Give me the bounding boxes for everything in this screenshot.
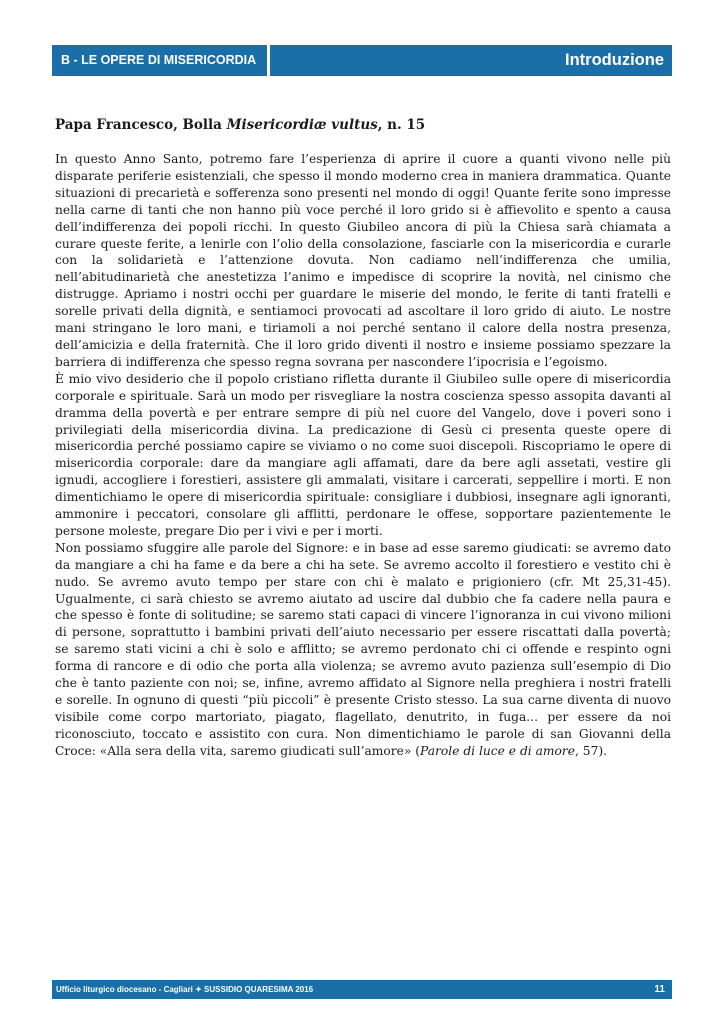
citation-title: Parole di luce e di amore xyxy=(420,743,575,758)
section-label: B - LE OPERE DI MISERICORDIA xyxy=(61,53,257,67)
title-suffix: , n. 15 xyxy=(377,117,426,133)
document-body xyxy=(55,151,671,760)
page-footer xyxy=(52,980,672,999)
paragraph-1: In questo Anno Santo, potremo fare l’esperienza di aprire il cuore a quanti vivono nelle più disparate periferie esistenziali, che spesso il mondo moderno crea in maniera drammatica. Quante situazioni di precarietà e sofferenza sono presenti nel mondo di oggi! Quante ferite sono impresse nella carne di tanti che non hanno più voce perché il loro grido si è affievolito e spento a causa dell’indifferenza dei popoli ricchi. In questo Giubileo ancora di più la Chiesa sarà chiamata a curare queste ferite, a lenirle con l’olio della consolazione, fasciarle con la misericordia e curarle con la solidarietà e l’attenzione dovuta. Non cadiamo nell’indifferenza che umilia, nell’abitudinarietà che anestetizza l’animo e impedisce di scoprire la novità, nel cinismo che distrugge. Apriamo i nostri occhi per guardare le miserie del mondo, le ferite di tanti fratelli e sorelle privati della dignità, e sentiamoci provocati ad ascoltare il loro grido di aiuto. Le nostre mani stringano le loro mani, e tiriamoli a noi perché sentano il calore della nostra presenza, dell’amicizia e della fraternità. Che il loro grido diventi il nostro e insieme possiamo spezzare la barriera di indifferenza che spesso regna sovrana per nascondere l’ipocrisia e l’egoismo. xyxy=(55,152,671,369)
section-header xyxy=(52,45,267,76)
page-number: 11 xyxy=(654,984,665,995)
page-label: Introduzione xyxy=(565,51,664,69)
title-prefix: Papa Francesco, Bolla xyxy=(55,117,227,133)
paragraph-3 xyxy=(55,540,671,760)
document-title xyxy=(55,117,425,133)
footer-text: Ufficio liturgico diocesano - Cagliari ✦ SUSSIDIO QUARESIMA 2016 xyxy=(56,985,314,994)
title-italic: Misericordiæ vultus xyxy=(226,117,378,133)
paragraph-2: È mio vivo desiderio che il popolo cristiano rifletta durante il Giubileo sulle opere di misericordia corporale e spirituale. Sarà un modo per risvegliare la nostra coscienza spesso assopita davanti al dramma della povertà e per entrare sempre di più nel cuore del Vangelo, dove i poveri sono i privilegiati della misericordia divina. La predicazione di Gesù ci presenta queste opere di misericordia perché possiamo capire se viviamo o no come suoi discepoli. Riscopriamo le opere di misericordia corporale: dare da mangiare agli affamati, dare da bere agli assetati, vestire gli ignudi, accogliere i forestieri, assistere gli ammalati, visitare i carcerati, seppellire i morti. E non dimentichiamo le opere di misericordia spirituale: consigliare i dubbiosi, insegnare agli ignoranti, ammonire i peccatori, consolare gli afflitti, perdonare le offese, sopportare pazientemente le persone moleste, pregare Dio per i vivi e per i morti. xyxy=(55,371,671,538)
citation-suffix: , 57). xyxy=(575,743,608,758)
page-header xyxy=(270,45,672,76)
paragraph-3-text: Non possiamo sfuggire alle parole del Signore: e in base ad esse saremo giudicati: se avremo dato da mangiare a chi ha fame e da bere a chi ha sete. Se avremo accolto il forestiero e vestito chi è nudo. Se avremo avuto tempo per stare con chi è malato e prigioniero (cfr. Mt 25,31-45). Ugualmente, ci sarà chiesto se avremo aiutato ad uscire dal dubbio che fa cadere nella paura e che spesso è fonte di solitudine; se saremo stati capaci di vincere l’ignoranza in cui vivono milioni di persone, soprattutto i bambini privati dell’aiuto necessario per essere riscattati dalla povertà; se saremo stati vicini a chi è solo e afflitto; se avremo perdonato chi ci offende e respinto ogni forma di rancore e di odio che porta alla violenza; se avremo avuto pazienza sull’esempio di Dio che è tanto paziente con noi; se, infine, avremo affidato al Signore nella preghiera i nostri fratelli e sorelle. In ognuno di questi “più piccoli” è presente Cristo stesso. La sua carne diventa di nuovo visibile come corpo martoriato, piagato, flagellato, denutrito, in fuga... per essere da noi riconosciuto, toccato e assistito con cura. Non dimentichiamo le parole di san Giovanni della Croce: «Alla sera della vita, saremo giudicati sull’amore» ( xyxy=(55,540,671,758)
